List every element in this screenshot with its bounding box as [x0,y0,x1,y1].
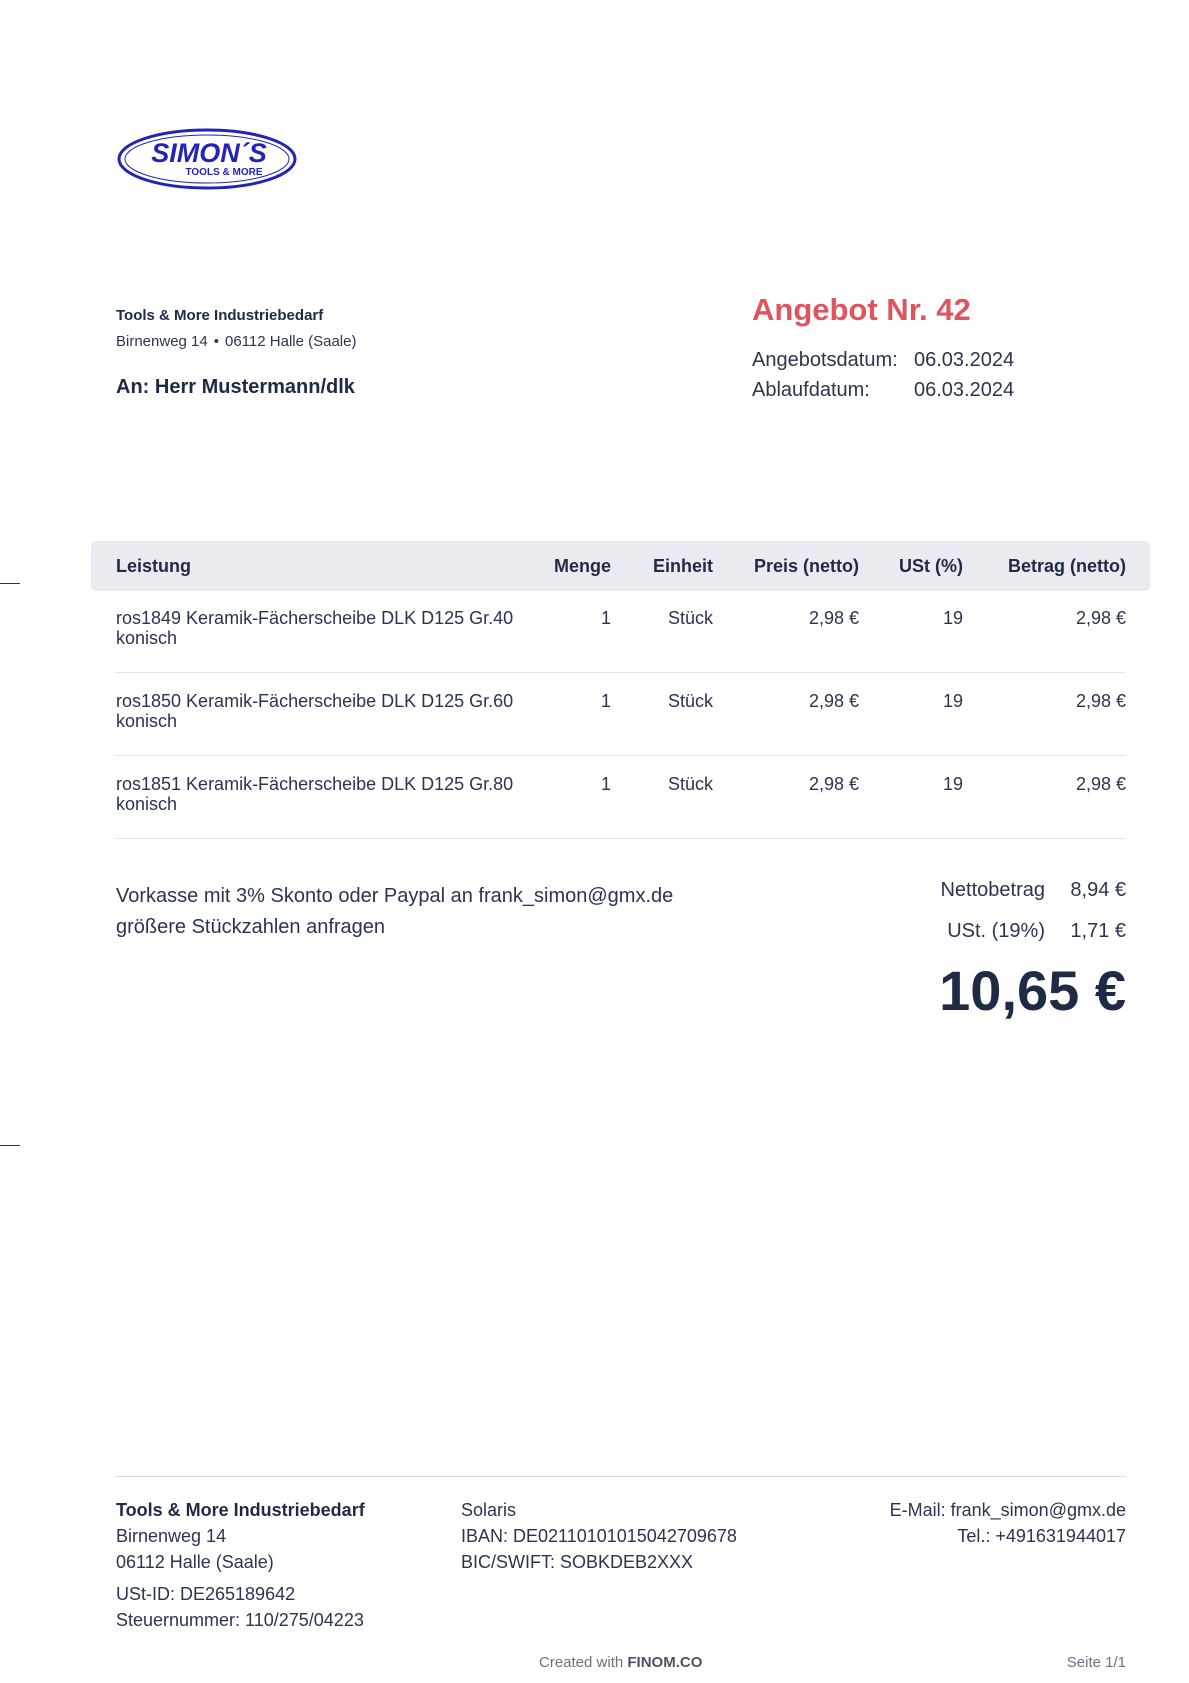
table-row [116,588,1126,673]
row-amount: 2,98 € [1075,774,1126,794]
fold-mark [0,1145,20,1146]
row-price: 2,98 € [808,774,859,794]
net-total-value: 8,94 € [1070,879,1126,901]
footer-divider [116,1476,1126,1477]
offer-date-value: 06.03.2024 [914,349,1015,371]
offer-date-label: Angebotsdatum: [752,349,898,371]
sender-address [116,333,356,350]
offer-expiry-value: 06.03.2024 [914,379,1015,401]
footer-street: Birnenweg 14 [116,1526,227,1546]
row-vat: 19 [942,691,963,711]
page-number: Seite 1/1 [1066,1654,1126,1671]
footer-city: 06112 Halle (Saale) [116,1552,274,1572]
logo-wordmark: SIMON´S [151,138,267,168]
row-quantity: 1 [600,774,611,794]
footer-phone: Tel.: +491631944017 [957,1526,1126,1546]
payment-note-line: Vorkasse mit 3% Skonto oder Paypal an frank_simon@gmx.de [116,885,674,907]
table-row [116,754,1126,839]
row-description: ros1850 Keramik-Fächerscheibe DLK D125 Gr.60 konisch [116,691,514,731]
row-unit: Stück [667,691,713,711]
row-vat: 19 [942,608,963,628]
row-vat: 19 [942,774,963,794]
footer-email: E-Mail: frank_simon@gmx.de [889,1500,1126,1520]
credit-brand-link[interactable]: FINOM.CO [627,1654,703,1671]
col-header-service: Leistung [116,556,191,576]
footer-bank: Solaris [461,1500,517,1520]
grand-total: 10,65 € [939,959,1126,1022]
row-amount: 2,98 € [1075,608,1126,628]
bullet-separator: • [213,333,219,350]
row-quantity: 1 [600,691,611,711]
offer-expiry-row [752,379,1014,402]
offer-expiry-label: Ablaufdatum: [752,379,870,401]
table-row [116,671,1126,756]
col-header-price: Preis (netto) [753,556,859,576]
credit-prefix: Created with [539,1654,624,1671]
col-header-vat: USt (%) [899,556,963,576]
footer-tax-number: Steuernummer: 110/275/04223 [116,1610,364,1630]
footer-vat-id: USt-ID: DE265189642 [116,1584,296,1604]
row-price: 2,98 € [808,608,859,628]
footer-iban: IBAN: DE02110101015042709678 [461,1526,737,1546]
payment-note-line: größere Stückzahlen anfragen [116,916,386,938]
col-header-quantity: Menge [553,556,611,576]
sender-name: Tools & More Industriebedarf [116,307,324,324]
footer-company: Tools & More Industriebedarf [116,1500,365,1520]
row-quantity: 1 [600,608,611,628]
sender-city: 06112 Halle (Saale) [225,333,357,350]
table-header [91,541,1150,591]
company-logo [116,125,298,193]
footer-bic: BIC/SWIFT: SOBKDEB2XXX [461,1552,694,1572]
vat-total-label: USt. (19%) [947,920,1045,942]
fold-mark [0,583,20,584]
created-with [539,1654,702,1671]
row-description: ros1849 Keramik-Fächerscheibe DLK D125 Gr.40 konisch [116,608,514,648]
sender-street: Birnenweg 14 [116,333,208,350]
payment-notes [116,881,673,943]
row-unit: Stück [667,774,713,794]
vat-total-value: 1,71 € [1070,920,1126,942]
col-header-unit: Einheit [652,556,713,576]
offer-title: Angebot Nr. 42 [752,292,971,327]
col-header-amount: Betrag (netto) [1008,556,1126,576]
net-total-label: Nettobetrag [940,879,1045,901]
offer-date-row [752,349,1014,372]
row-amount: 2,98 € [1075,691,1126,711]
row-description: ros1851 Keramik-Fächerscheibe DLK D125 Gr.80 konisch [116,774,514,814]
logo-tagline: TOOLS & MORE [185,167,263,178]
row-unit: Stück [667,608,713,628]
row-price: 2,98 € [808,691,859,711]
recipient: An: Herr Mustermann/dlk [116,376,355,398]
